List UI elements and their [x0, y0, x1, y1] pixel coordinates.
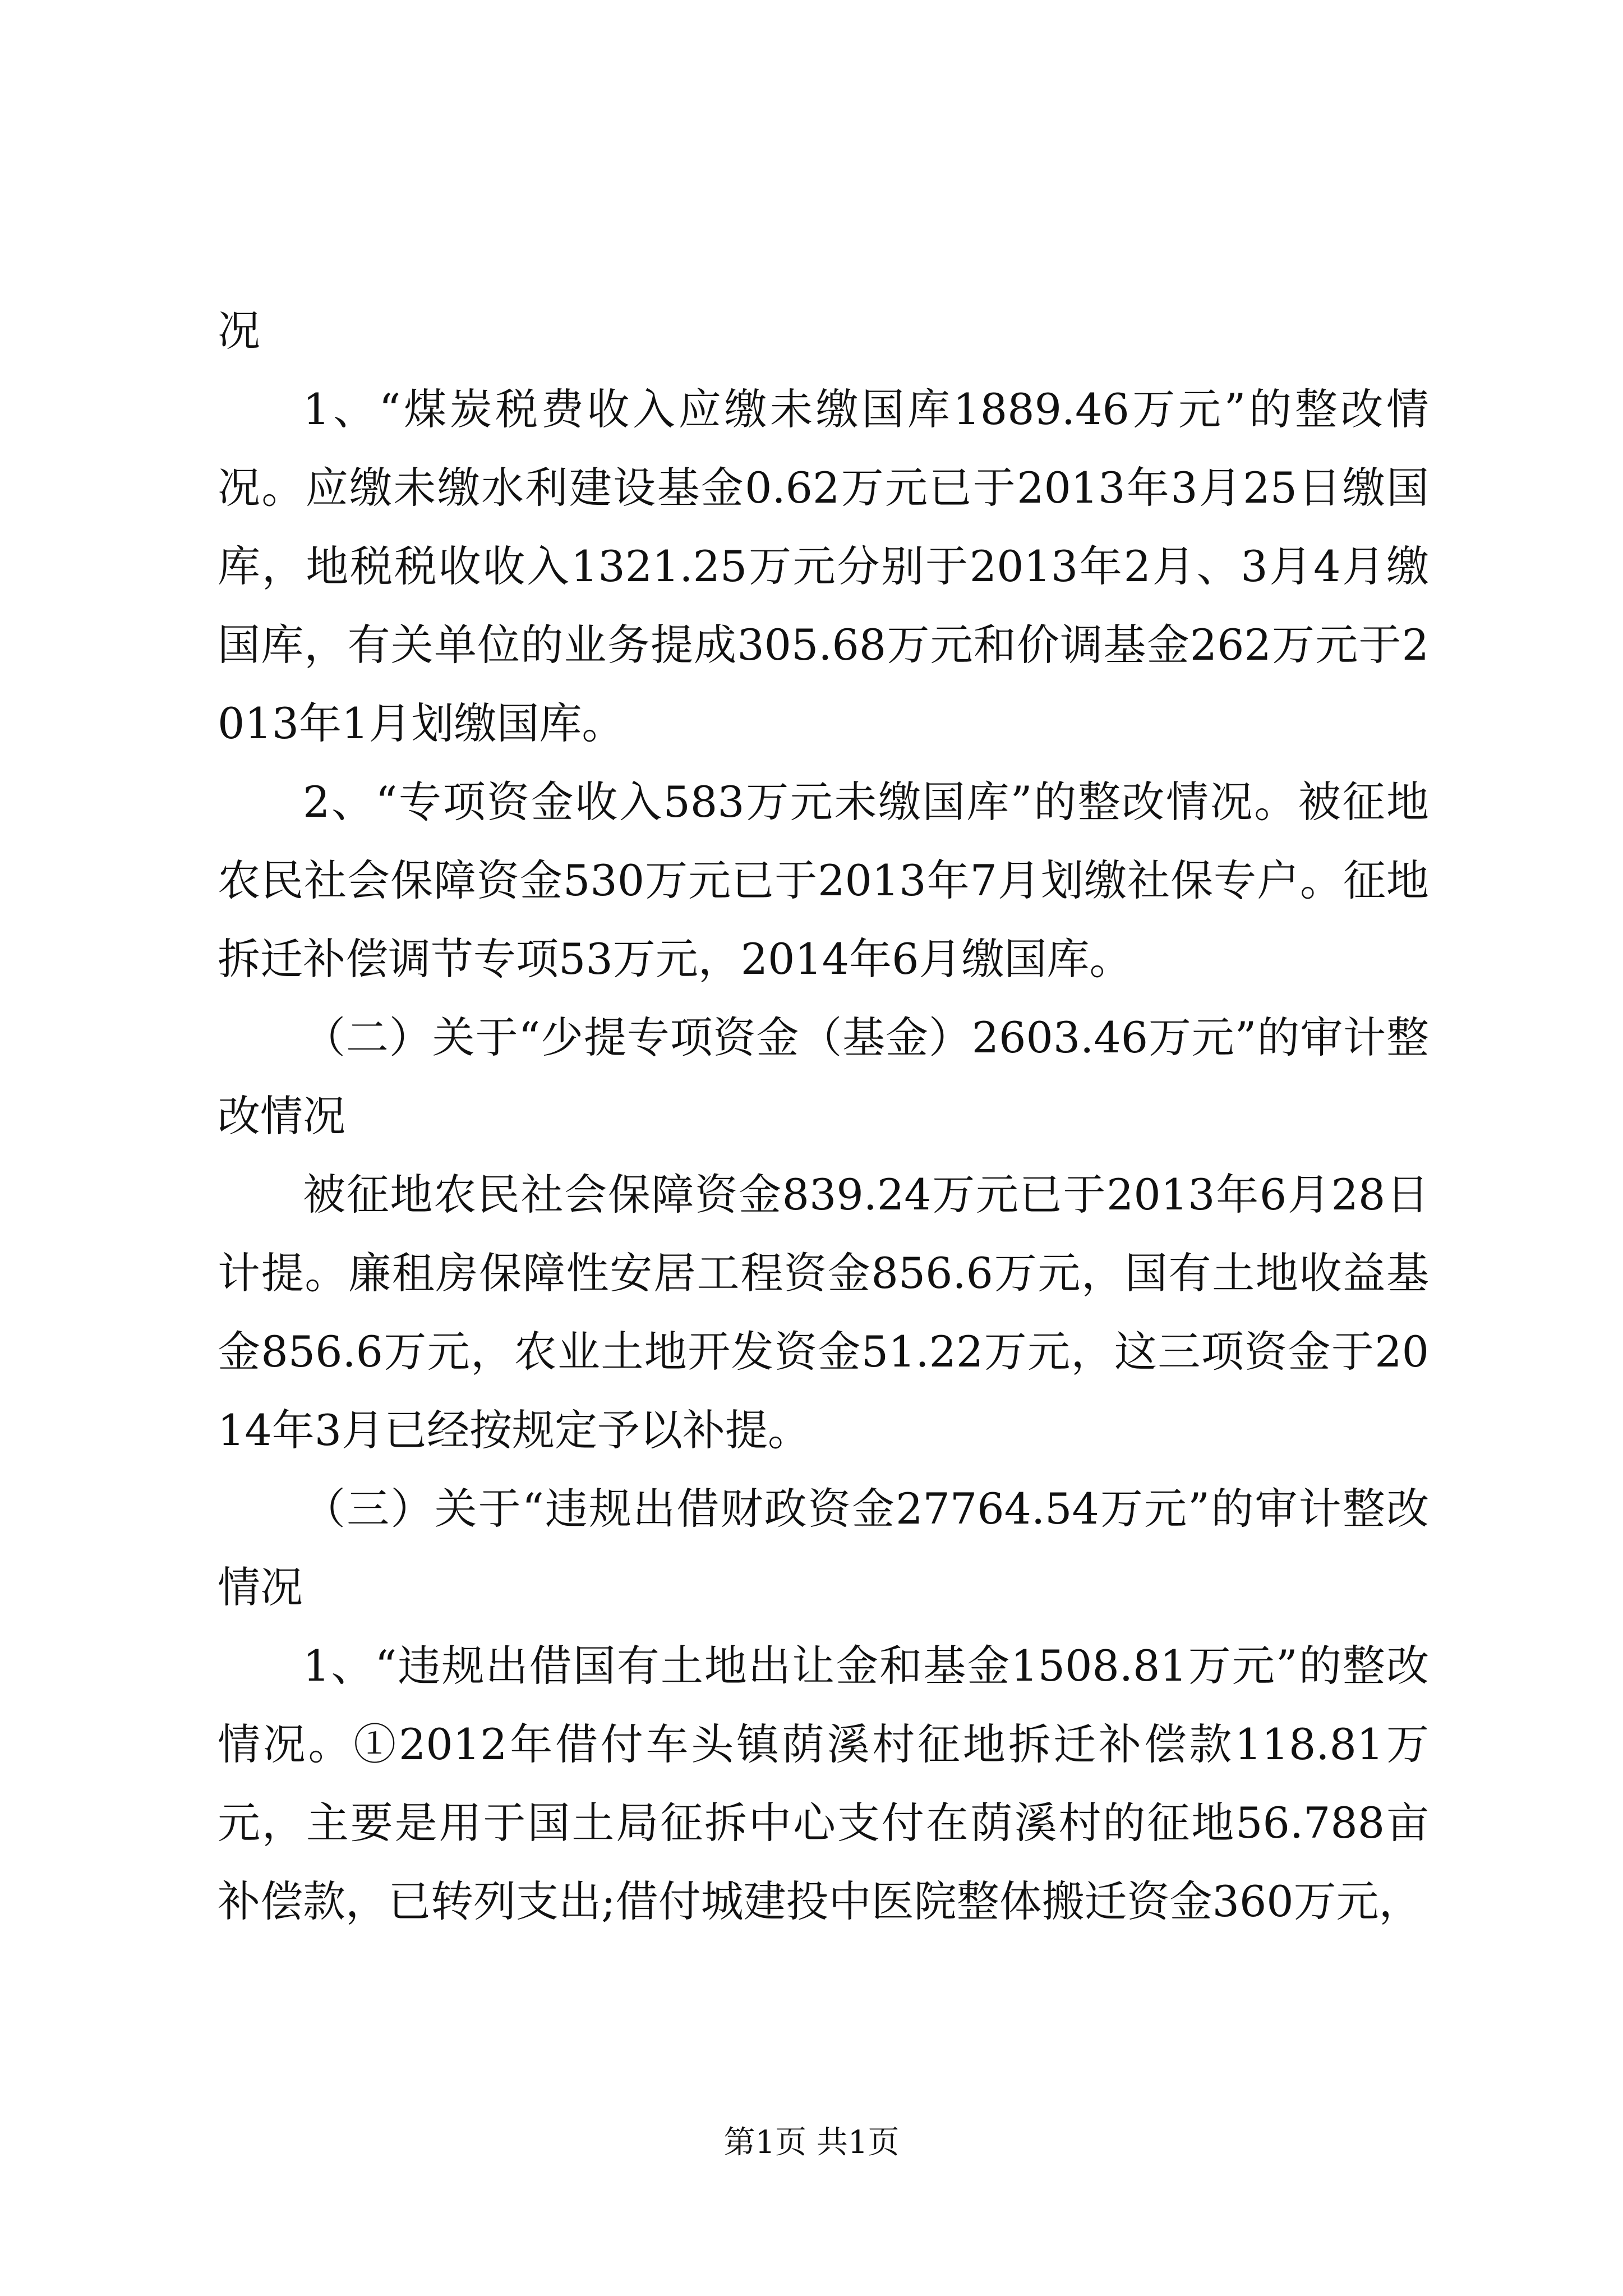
section-heading-3: （三）关于“违规出借财政资金27764.54万元”的审计整改情况	[218, 1484, 1429, 1612]
paragraph-land-transfer: 1、“违规出借国有土地出让金和基金1508.81万元”的整改情况。①2012年借付车头镇荫溪村征地拆迁补偿款118.81万元，主要是用于国土局征拆中心支付在荫溪村的征地56.788亩补偿款，已转列支出;借付城建投中医院整体搬迁资金360万元，	[218, 1641, 1429, 1926]
document-body	[218, 292, 1429, 1941]
page-footer: 第1页 共1页	[723, 2124, 900, 2161]
paragraph-social-security: 被征地农民社会保障资金839.24万元已于2013年6月28日计提。廉租房保障性安居工程资金856.6万元，国有土地收益基金856.6万元，农业土地开发资金51.22万元，这三项资金于2014年3月已经按规定予以补提。	[218, 1170, 1429, 1455]
section-heading-2: （二）关于“少提专项资金（基金）2603.46万元”的审计整改情况	[218, 1013, 1429, 1141]
paragraph-continuation: 况	[218, 306, 260, 356]
paragraph-special-funds: 2、“专项资金收入583万元未缴国库”的整改情况。被征地农民社会保障资金530万元已于2013年7月划缴社保专户。征地拆迁补偿调节专项53万元，2014年6月缴国库。	[218, 777, 1429, 984]
paragraph-coal-tax: 1、“煤炭税费收入应缴未缴国库1889.46万元”的整改情况。应缴未缴水利建设基金0.62万元已于2013年3月25日缴国库，地税税收收入1321.25万元分别于2013年2月、3月4月缴国库，有关单位的业务提成305.68万元和价调基金262万元于2013年1月划缴国库。	[218, 384, 1429, 748]
